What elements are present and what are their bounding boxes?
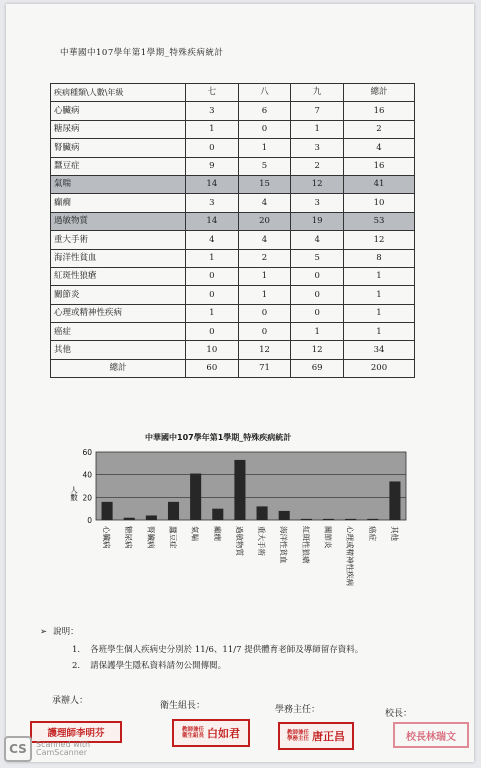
count-cell: 10: [344, 194, 415, 212]
x-category-label: 癲癇: [212, 526, 222, 541]
count-cell: 12: [238, 341, 291, 359]
table-header-row: [51, 84, 415, 102]
count-cell: 16: [344, 102, 415, 120]
header-cell: 九: [291, 84, 344, 102]
count-cell: 3: [186, 102, 239, 120]
count-cell: 1: [344, 267, 415, 285]
handler-label: 承辦人：: [52, 696, 89, 706]
arrow-bullet-icon: ➢: [40, 627, 48, 637]
count-cell: 0: [186, 139, 239, 157]
count-cell: 20: [238, 212, 291, 230]
total-count-cell: 69: [291, 359, 344, 377]
note-item: [72, 646, 363, 655]
document-title: 中華國中107學年第1學期_特殊疾病統計: [60, 48, 224, 58]
x-category-label: 重大手術: [257, 526, 267, 556]
total-count-cell: 60: [186, 359, 239, 377]
principal-label: 校長：: [385, 709, 413, 719]
director-stamp: 教師兼任 學務主任 唐正昌: [278, 722, 354, 750]
count-cell: 0: [186, 323, 239, 341]
header-cell: 七: [186, 84, 239, 102]
disease-name-cell: 海洋性貧血: [51, 249, 186, 267]
y-axis-label: 人數: [69, 486, 79, 501]
bar: [190, 474, 201, 520]
table-row: [51, 286, 415, 304]
principal-stamp: 校長林瑞文: [393, 722, 469, 748]
count-cell: 12: [291, 175, 344, 193]
table-row: [51, 120, 415, 138]
note-number: 2.: [72, 661, 81, 671]
bar: [102, 502, 113, 520]
count-cell: 0: [238, 304, 291, 322]
table-row: [51, 267, 415, 285]
count-cell: 2: [291, 157, 344, 175]
disease-bar-chart: [62, 444, 412, 624]
y-tick-label: 20: [82, 493, 92, 503]
disease-name-cell: 關節炎: [51, 286, 186, 304]
table-row: [51, 231, 415, 249]
x-category-label: 關節炎: [323, 526, 333, 549]
count-cell: 8: [344, 249, 415, 267]
health-leader-stamp: 教師兼任 衛生組長 白如君: [172, 719, 250, 747]
x-category-label: 癌症: [367, 526, 377, 541]
x-category-label: 心理或精神性疾病: [345, 526, 355, 586]
count-cell: 4: [344, 139, 415, 157]
bar: [279, 511, 290, 520]
header-cell: 疾病種類\人數\年級: [51, 84, 186, 102]
count-cell: 3: [291, 194, 344, 212]
disease-name-cell: 氣喘: [51, 175, 186, 193]
count-cell: 3: [186, 194, 239, 212]
count-cell: 53: [344, 212, 415, 230]
bar: [389, 481, 400, 520]
y-tick-label: 0: [87, 516, 92, 525]
x-category-label: 其他: [389, 526, 399, 541]
disease-name-cell: 腎臟病: [51, 139, 186, 157]
disease-name-cell: 癲癇: [51, 194, 186, 212]
y-tick-label: 40: [82, 470, 92, 480]
count-cell: 9: [186, 157, 239, 175]
count-cell: 1: [291, 323, 344, 341]
note-text: 各班學生個人疾病史分別於 11/6、11/7 提供體育老師及導師留存資料。: [90, 644, 364, 655]
chart-title: 中華國中107學年第1學期_特殊疾病統計: [145, 433, 292, 442]
health-leader-label: 衛生組長：: [160, 701, 206, 711]
table-row: [51, 249, 415, 267]
count-cell: 12: [344, 231, 415, 249]
header-cell: 八: [238, 84, 291, 102]
count-cell: 0: [291, 304, 344, 322]
count-cell: 0: [238, 120, 291, 138]
notes-heading: 說明：: [53, 627, 79, 637]
count-cell: 15: [238, 175, 291, 193]
count-cell: 4: [238, 194, 291, 212]
disease-name-cell: 蠶豆症: [51, 157, 186, 175]
count-cell: 5: [291, 249, 344, 267]
table-row: [51, 194, 415, 212]
count-cell: 1: [344, 286, 415, 304]
count-cell: 3: [291, 139, 344, 157]
count-cell: 0: [238, 323, 291, 341]
count-cell: 1: [238, 267, 291, 285]
count-cell: 14: [186, 212, 239, 230]
bar: [146, 515, 157, 520]
bar: [234, 460, 245, 520]
count-cell: 1: [238, 139, 291, 157]
bar: [345, 519, 356, 520]
disease-name-cell: 心理或精神性疾病: [51, 304, 186, 322]
disease-name-cell: 其他: [51, 341, 186, 359]
disease-name-cell: 心臟病: [51, 102, 186, 120]
count-cell: 0: [291, 286, 344, 304]
table-row: [51, 175, 415, 193]
count-cell: 1: [186, 120, 239, 138]
table-row: [51, 157, 415, 175]
disease-name-cell: 癌症: [51, 323, 186, 341]
note-number: 1.: [72, 644, 81, 655]
count-cell: 34: [344, 341, 415, 359]
total-count-cell: 71: [238, 359, 291, 377]
header-cell: 總計: [344, 84, 415, 102]
camscanner-watermark: CS Scanned with CamScanner: [4, 736, 90, 762]
count-cell: 6: [238, 102, 291, 120]
total-label-cell: 總計: [51, 359, 186, 377]
notes-section: [40, 628, 363, 679]
count-cell: 1: [291, 120, 344, 138]
count-cell: 2: [344, 120, 415, 138]
count-cell: 2: [238, 249, 291, 267]
count-cell: 0: [186, 286, 239, 304]
bar: [367, 519, 378, 520]
count-cell: 19: [291, 212, 344, 230]
x-category-label: 氣喘: [190, 526, 200, 541]
bar: [168, 502, 179, 520]
disease-name-cell: 糖尿病: [51, 120, 186, 138]
count-cell: 5: [238, 157, 291, 175]
table-row: [51, 102, 415, 120]
table-row: [51, 341, 415, 359]
count-cell: 1: [344, 304, 415, 322]
disease-name-cell: 過敏物質: [51, 212, 186, 230]
table-row: [51, 139, 415, 157]
x-category-label: 糖尿病: [124, 526, 134, 549]
count-cell: 7: [291, 102, 344, 120]
count-cell: 4: [238, 231, 291, 249]
camscanner-logo-icon: CS: [4, 736, 32, 762]
y-tick-label: 60: [82, 448, 92, 457]
table-row: [51, 323, 415, 341]
table-row: [51, 212, 415, 230]
bar: [212, 509, 223, 520]
disease-name-cell: 重大手術: [51, 231, 186, 249]
count-cell: 14: [186, 175, 239, 193]
director-label: 學務主任：: [275, 705, 321, 715]
x-category-label: 過敏物質: [234, 526, 244, 556]
table-row: [51, 304, 415, 322]
nurse-stamp: 護理師李明芬: [30, 721, 122, 743]
total-count-cell: 200: [344, 359, 415, 377]
note-text: 請保護學生隱私資料請勿公開傳閱。: [90, 661, 227, 671]
count-cell: 0: [186, 267, 239, 285]
count-cell: 41: [344, 175, 415, 193]
x-category-label: 蠶豆症: [168, 526, 178, 549]
bar: [301, 519, 312, 520]
x-category-label: 海洋性貧血: [279, 526, 289, 564]
x-category-label: 紅斑性狼瘡: [301, 526, 311, 564]
count-cell: 12: [291, 341, 344, 359]
note-item: [72, 662, 363, 671]
x-category-label: 心臟病: [102, 526, 112, 549]
count-cell: 1: [344, 323, 415, 341]
plot-area: [96, 452, 406, 520]
bar: [323, 519, 334, 520]
count-cell: 1: [238, 286, 291, 304]
bar: [257, 506, 268, 520]
count-cell: 10: [186, 341, 239, 359]
count-cell: 4: [291, 231, 344, 249]
count-cell: 0: [291, 267, 344, 285]
bar: [124, 518, 135, 520]
count-cell: 1: [186, 249, 239, 267]
count-cell: 4: [186, 231, 239, 249]
disease-name-cell: 紅斑性狼瘡: [51, 267, 186, 285]
disease-stats-table: [50, 83, 415, 378]
count-cell: 1: [186, 304, 239, 322]
x-category-label: 腎臟病: [146, 526, 156, 549]
total-row: [51, 359, 415, 377]
count-cell: 16: [344, 157, 415, 175]
